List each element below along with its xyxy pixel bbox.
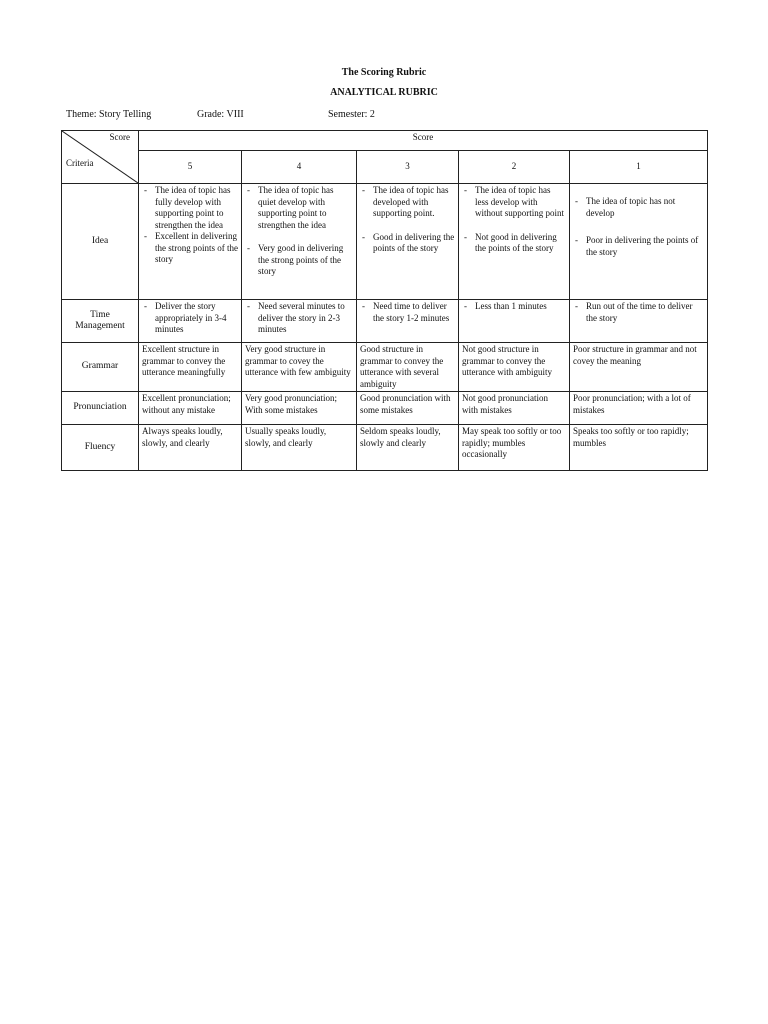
fluency-score-4: Usually speaks loudly, slowly, and clearly [242,425,357,471]
descriptor: - Not good in delivering the points of the story [462,232,566,255]
time-score-5 [139,300,242,343]
score-header: Score [139,131,708,151]
idea-score-2 [459,184,570,300]
descriptor: - The idea of topic has not develop [573,196,704,219]
descriptor: - The idea of topic has less develop with without supporting point [462,185,566,220]
time-score-4 [242,300,357,343]
score-4: 4 [242,151,357,184]
fluency-score-2: May speak too softly or too rapidly; mumbles occasionally [459,425,570,471]
criteria-grammar: Grammar [62,343,139,392]
grammar-score-1: Poor structure in grammar and not covey the meaning [570,343,708,392]
descriptor: - Very good in delivering the strong points of the story [245,243,353,278]
row-time-management [62,300,708,343]
descriptor: - The idea of topic has fully develop with supporting point to strengthen the idea [142,185,238,231]
grammar-score-4: Very good structure in grammar to covey the utterance with few ambiguity [242,343,357,392]
grammar-score-5: Excellent structure in grammar to convey the utterance meaningfully [139,343,242,392]
document-subtitle: ANALYTICAL RUBRIC [330,87,438,98]
semester-label: Semester: 2 [328,109,375,120]
pronunciation-score-5: Excellent pronunciation; without any mistake [139,392,242,425]
descriptor: - Excellent in delivering the strong points of the story [142,231,238,266]
idea-score-5 [139,184,242,300]
pronunciation-score-4: Very good pronunciation; With some mistakes [242,392,357,425]
rubric-header-row [62,131,708,151]
row-pronunciation [62,392,708,425]
pronunciation-score-3: Good pronunciation with some mistakes [357,392,459,425]
rubric-table [61,130,708,471]
grammar-score-2: Not good structure in grammar to convey the utterance with ambiguity [459,343,570,392]
descriptor: - Good in delivering the points of the story [360,232,455,255]
fluency-score-3: Seldom speaks loudly, slowly and clearly [357,425,459,471]
time-score-1 [570,300,708,343]
descriptor: - The idea of topic has quiet develop with supporting point to strengthen the idea [245,185,353,231]
time-score-2 [459,300,570,343]
corner-criteria-label: Criteria [66,157,94,168]
pronunciation-score-2: Not good pronunciation with mistakes [459,392,570,425]
criteria-fluency: Fluency [62,425,139,471]
theme-label: Theme: Story Telling [66,109,152,120]
idea-score-3 [357,184,459,300]
descriptor: - Need several minutes to deliver the story in 2-3 minutes [245,301,353,336]
descriptor: - Poor in delivering the points of the story [573,235,704,258]
time-score-3 [357,300,459,343]
row-grammar [62,343,708,392]
grammar-score-3: Good structure in grammar to convey the utterance with several ambiguity [357,343,459,392]
score-2: 2 [459,151,570,184]
score-number-row [62,151,708,184]
idea-score-4 [242,184,357,300]
score-1: 1 [570,151,708,184]
descriptor: - The idea of topic has developed with supporting point. [360,185,455,220]
descriptor: - Need time to deliver the story 1-2 minutes [360,301,455,324]
score-3: 3 [357,151,459,184]
criteria-idea: Idea [62,184,139,300]
descriptor: - Run out of the time to deliver the story [573,301,704,324]
criteria-time-management: Time Management [62,300,139,343]
document-title: The Scoring Rubric [341,67,427,78]
row-fluency [62,425,708,471]
corner-header [62,131,139,184]
row-idea [62,184,708,300]
fluency-score-1: Speaks too softly or too rapidly; mumbles [570,425,708,471]
descriptor: - Deliver the story appropriately in 3-4 minutes [142,301,238,336]
idea-score-1 [570,184,708,300]
descriptor: - Less than 1 minutes [462,301,566,313]
pronunciation-score-1: Poor pronunciation; with a lot of mistakes [570,392,708,425]
corner-score-label: Score [109,132,130,142]
score-5: 5 [139,151,242,184]
grade-label: Grade: VIII [197,109,244,120]
fluency-score-5: Always speaks loudly, slowly, and clearly [139,425,242,471]
criteria-pronunciation: Pronunciation [62,392,139,425]
